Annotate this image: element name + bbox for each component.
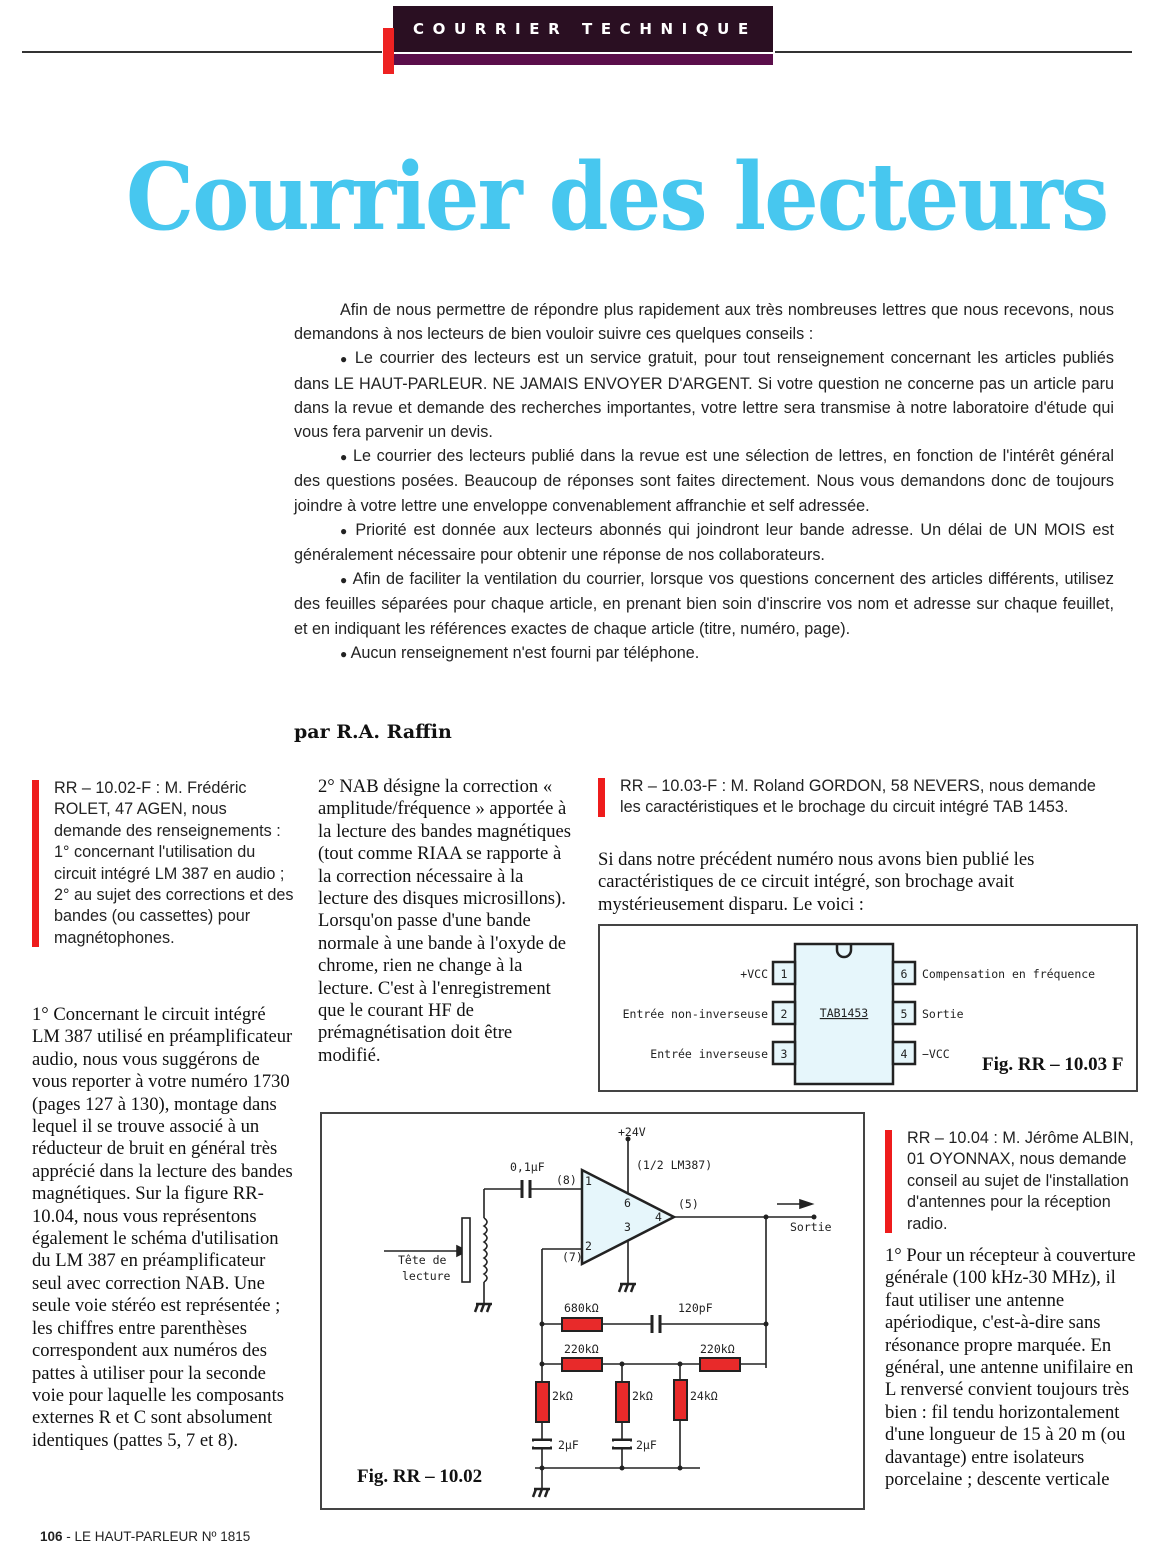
red-marker-bar bbox=[598, 778, 605, 817]
svg-text:+VCC: +VCC bbox=[740, 967, 768, 981]
svg-text:4: 4 bbox=[900, 1047, 908, 1061]
ribbon-red-marker bbox=[383, 28, 394, 74]
intro-bullet: ● Priorité est donnée aux lecteurs abonnés qui joindront leur bande adresse. Un délai de UN MOIS est généralement nécessaire pour obtenir une réponse de nos collaborateurs. bbox=[294, 518, 1114, 567]
svg-text:Sortie: Sortie bbox=[922, 1007, 964, 1021]
svg-text:(5): (5) bbox=[678, 1197, 699, 1211]
letter-question-rr-10-02 bbox=[32, 778, 294, 949]
header-rule-left bbox=[22, 51, 382, 53]
svg-text:lecture: lecture bbox=[402, 1269, 451, 1283]
svg-text:6: 6 bbox=[624, 1196, 631, 1210]
page-title: Courrier des lecteurs bbox=[126, 142, 1108, 251]
letter-answer: Si dans notre précédent numéro nous avons bien publié les caractéristiques de ce circuit intégré, son brochage avait mystérieusement disparu. Le voici : bbox=[598, 849, 1035, 915]
figure-caption: Fig. RR – 10.03 F bbox=[982, 1054, 1124, 1075]
ribbon-purple-band bbox=[393, 54, 773, 65]
letter-question-rr-10-04 bbox=[885, 1128, 1140, 1235]
figure-caption: Fig. RR – 10.02 bbox=[357, 1466, 483, 1487]
svg-text:2µF: 2µF bbox=[636, 1438, 657, 1452]
svg-text:Tête de: Tête de bbox=[398, 1253, 447, 1267]
svg-text:3: 3 bbox=[624, 1220, 631, 1234]
svg-text:Entrée inverseuse: Entrée inverseuse bbox=[650, 1047, 768, 1061]
svg-text:220kΩ: 220kΩ bbox=[564, 1342, 599, 1356]
svg-text:2: 2 bbox=[780, 1007, 788, 1021]
svg-text:2: 2 bbox=[585, 1239, 592, 1253]
intro-bullet: ● Le courrier des lecteurs publié dans la revue est une sélection de lettres, en fonction de l'intérêt général des questions posées. Beaucoup de réponses sont faites directement. Nous vous demandons donc de toujours joindre à votre lettre une enveloppe convenablement affranchie et self adressée. bbox=[294, 444, 1114, 518]
svg-text:24kΩ: 24kΩ bbox=[690, 1389, 718, 1403]
svg-text:1: 1 bbox=[780, 967, 788, 981]
svg-text:120pF: 120pF bbox=[678, 1301, 713, 1315]
svg-text:(1/2 LM387): (1/2 LM387) bbox=[636, 1158, 713, 1172]
letter-answer-1: 1° Concernant le circuit intégré LM 387 utilisé en préamplificateur audio, nous vous suggérons de vous reporter à votre numéro 1730 (pages 127 à 130), montage dans lequel il se trouve associé à un réducteur de bruit en général très apprécié dans la lecture des bandes magnétiques. Sur la figure RR-10.04, nous vous représentons également le schéma d'utilisation du LM 387 en préamplificateur seul avec correction NAB. Une seule voie stéréo est représentée ; les chiffres entre parenthèses correspondent aux numéros des pattes à utiliser pour la seconde voie pour laquelle les composants externes R et C sont absolument identiques (pattes 5, 7 et 8). bbox=[32, 1004, 293, 1451]
figure-tab1453-pinout bbox=[598, 924, 1138, 1092]
intro-bullet: ● Afin de faciliter la ventilation du courrier, lorsque vos questions concernent des articles différents, utilisez des feuilles séparées pour chaque article, en prenant bien soin d'inscrire vos nom et adresse sur chaque feuillet, et en indiquant les références exactes de chaque article (titre, numéro, page). bbox=[294, 567, 1114, 641]
svg-text:4: 4 bbox=[655, 1210, 662, 1224]
svg-text:2µF: 2µF bbox=[558, 1438, 579, 1452]
svg-text:2kΩ: 2kΩ bbox=[552, 1389, 573, 1403]
intro-bullet: ● Aucun renseignement n'est fourni par téléphone. bbox=[294, 641, 1114, 666]
letter-question-rr-10-03 bbox=[598, 776, 1118, 819]
svg-text:Entrée non-inverseuse: Entrée non-inverseuse bbox=[622, 1007, 768, 1021]
intro-text bbox=[294, 298, 1114, 666]
svg-text:Compensation en fréquence: Compensation en fréquence bbox=[922, 967, 1096, 981]
publication-name: - LE HAUT-PARLEUR Nº 1815 bbox=[62, 1529, 251, 1544]
svg-text:2kΩ: 2kΩ bbox=[632, 1389, 653, 1403]
question-text: RR – 10.02-F : M. Frédéric ROLET, 47 AGEN, nous demande des renseignements : 1° concernant l'utilisation du circuit intégré LM 387 en audio ; 2° au sujet des corrections et des bandes (ou cassettes) pour magnétophones. bbox=[54, 779, 294, 947]
author-byline: par R.A. Raffin bbox=[294, 721, 452, 743]
red-marker-bar bbox=[32, 780, 39, 947]
svg-text:680kΩ: 680kΩ bbox=[564, 1301, 599, 1315]
svg-text:6: 6 bbox=[900, 967, 908, 981]
svg-text:5: 5 bbox=[900, 1007, 908, 1021]
letter-answer: 1° Pour un récepteur à couverture générale (100 kHz-30 MHz), il faut utiliser une antenne apériodique, c'est-à-dire sans résonance propre marquée. En général, une antenne unifilaire en L renversé convient toujours très bien : fil tendu horizontalement d'une longueur de 15 à 20 m (ou davantage) entre isolateurs porcelaine ; descente verticale bbox=[885, 1245, 1136, 1491]
svg-text:TAB1453: TAB1453 bbox=[819, 1006, 869, 1020]
question-text: RR – 10.04 : M. Jérôme ALBIN, 01 OYONNAX, nous demande conseil au sujet de l'installation d'antennes pour la réception radio. bbox=[907, 1129, 1134, 1233]
svg-text:0,1µF: 0,1µF bbox=[510, 1160, 545, 1174]
red-marker-bar bbox=[885, 1130, 892, 1233]
header-rule-right bbox=[775, 51, 1132, 53]
question-text: RR – 10.03-F : M. Roland GORDON, 58 NEVERS, nous demande les caractéristiques et le brochage du circuit intégré TAB 1453. bbox=[620, 777, 1096, 817]
svg-text:−VCC: −VCC bbox=[922, 1047, 950, 1061]
letter-answer-2: 2° NAB désigne la correction « amplitude/fréquence » apportée à la lecture des bandes magnétiques (tout comme RIAA se rapporte à la correction nécessaire à la lecture des disques microsillons). Lorsqu'on passe d'une bande normale à une bande à l'oxyde de chrome, rien ne change à la lecture. C'est à l'enregistrement que le courant HF de prémagnétisation doit être modifié. bbox=[318, 776, 571, 1066]
section-label: COURRIER TECHNIQUE bbox=[413, 20, 757, 38]
svg-text:220kΩ: 220kΩ bbox=[700, 1342, 735, 1356]
section-ribbon bbox=[383, 6, 773, 66]
svg-text:+24V: +24V bbox=[618, 1125, 646, 1139]
intro-paragraph: Afin de nous permettre de répondre plus rapidement aux très nombreuses lettres que nous recevons, nous demandons à nos lecteurs de bien vouloir suivre ces quelques conseils : bbox=[294, 301, 1114, 344]
svg-text:Sortie: Sortie bbox=[790, 1220, 832, 1234]
page-footer bbox=[40, 1529, 250, 1544]
intro-bullet: ● Le courrier des lecteurs est un service gratuit, pour tout renseignement concernant les articles publiés dans LE HAUT-PARLEUR. NE JAMAIS ENVOYER D'ARGENT. Si votre question ne concerne pas un article paru dans la revue et demande des recherches importantes, votre lettre sera transmise à notre laboratoire d'étude qui vous fera parvenir un devis. bbox=[294, 346, 1114, 444]
svg-text:(7): (7) bbox=[562, 1250, 583, 1264]
page-number: 106 bbox=[40, 1529, 63, 1544]
figure-lm387-circuit bbox=[320, 1112, 865, 1510]
svg-text:3: 3 bbox=[780, 1047, 788, 1061]
circuit-schematic bbox=[322, 1114, 867, 1512]
svg-text:1: 1 bbox=[585, 1174, 592, 1188]
svg-text:(8): (8) bbox=[556, 1173, 577, 1187]
